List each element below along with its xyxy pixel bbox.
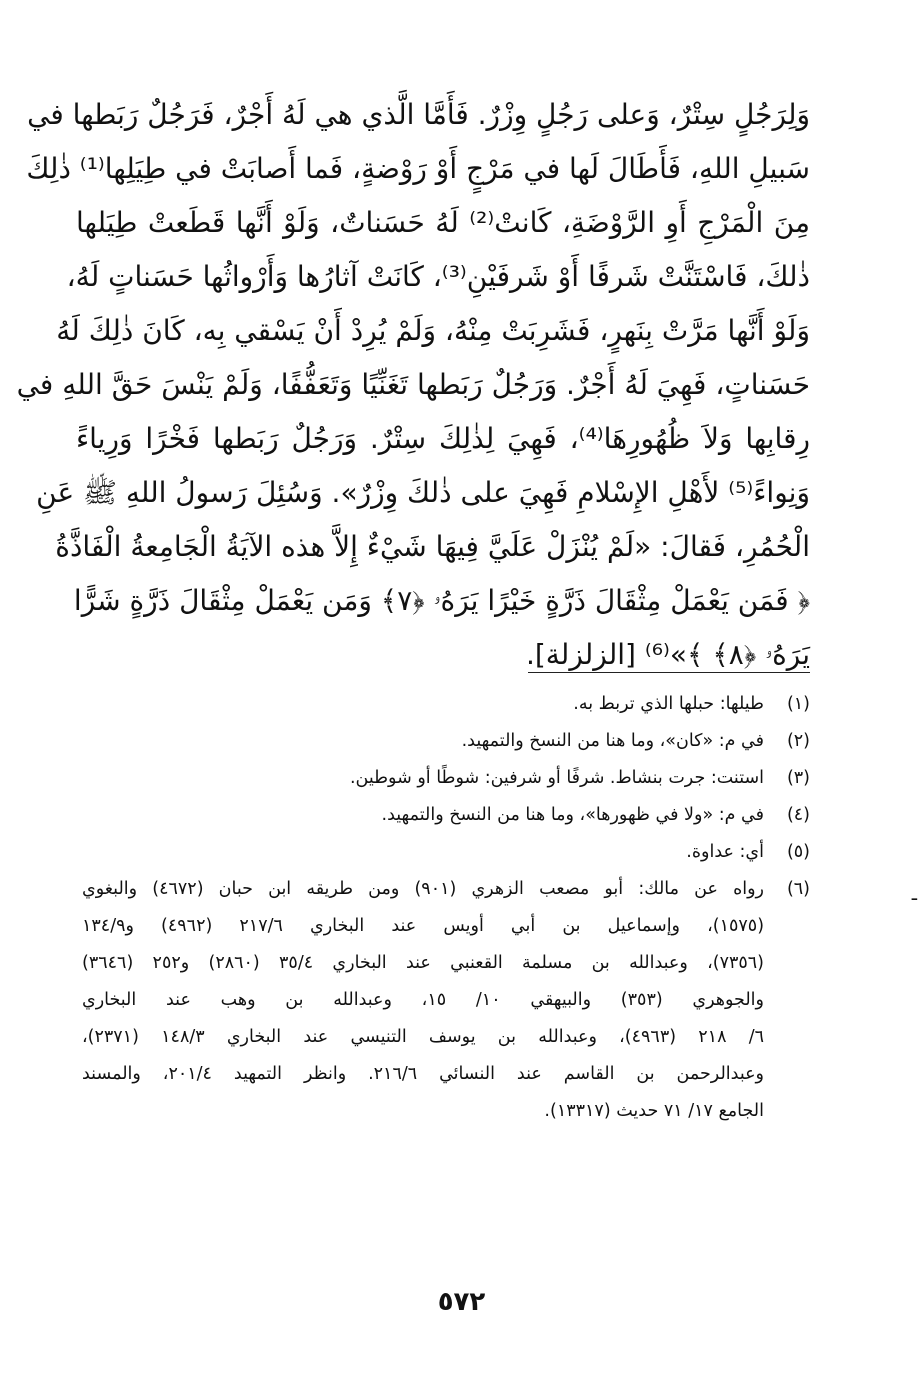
footnote [82, 760, 810, 797]
main-text-line: رِقابِها وَلاَ ظُهُورِهَا⁽⁴⁾، فَهِيَ لِذٰلِكَ سِتْرٌ. وَرَجُلٌ رَبَطها فَخْرًا وَرِياءً [76, 422, 810, 455]
footnote [82, 797, 810, 834]
main-text-line: حَسَناتٍ، فَهِيَ لَهُ أَجْرٌ. وَرَجُلٌ رَبَطها تَغَنِّيًا وَتَعَفُّفًا، وَلَمْ يَنْسَ حَقَّ اللهِ في [16, 368, 810, 401]
footnote-line: وعبدالرحمن بن القاسم عند النسائي ٢١٦/٦. وانظر التمهيد ٢٠١/٤، والمسند [82, 1064, 764, 1084]
footnote-number: (١) [786, 694, 810, 714]
footnote-line: والجوهري (٣٥٣) والبيهقي ١٠/ ١٥، وعبدالله بن وهب عند البخاري [82, 990, 764, 1010]
footnote [82, 686, 810, 723]
footnote-text [82, 797, 764, 834]
footnote [82, 834, 810, 871]
footnote [82, 871, 810, 1130]
margin-mark: ـ [911, 884, 917, 905]
footnote-separator [528, 672, 810, 673]
footnote-line: في م: «كان»، وما هنا من النسخ والتمهيد. [461, 731, 764, 751]
main-text-line: ﴿ فَمَن يَعْمَلْ مِثْقَالَ ذَرَّةٍ خَيْرًا يَرَهُۥ ﴿٧﴾ وَمَن يَعْمَلْ مِثْقَالَ ذَرَّةٍ شَرًّا [73, 584, 810, 617]
footnote-line: (٧٣٥٦)، وعبدالله بن مسلمة القعنبي عند البخاري ٣٥/٤ (٢٨٦٠) و٢٥٢ (٣٦٤٦) [82, 953, 764, 973]
main-text-line: ذٰلكَ، فَاسْتَنَّتْ شَرفًا أَوْ شَرفَيْنِ⁽³⁾، كَانَتْ آثارُها وَأَرْواثُها حَسَناتٍ لَهُ، [66, 260, 810, 293]
footnote-number: (٦) [786, 879, 810, 899]
footnote-line: في م: «ولا في ظهورها»، وما هنا من النسخ والتمهيد. [381, 805, 764, 825]
footnote-number: (٢) [786, 731, 810, 751]
footnote-line: استنت: جرت بنشاط. شرفًا أو شرفين: شوطًا أو شوطين. [349, 768, 764, 788]
footnote-line: ٦/ ٢١٨ (٤٩٦٣)، وعبدالله بن يوسف التنيسي عند البخاري ١٤٨/٣ (٢٣٧١)، [82, 1027, 765, 1047]
main-text-line: يَرَهُۥ ﴿٨﴾ ﴾»⁽⁶⁾ [الزلزلة]. [525, 638, 810, 671]
main-text-body [16, 88, 811, 682]
main-text-line: سَبيلِ اللهِ، فَأَطَالَ لَها في مَرْجٍ أَوْ رَوْضةٍ، فَما أَصابَتْ في طِيَلِها⁽¹⁾ ذٰلِكَ [26, 152, 810, 185]
footnote-number: (٤) [786, 805, 810, 825]
footnote-line: (١٥٧٥)، وإسماعيل بن أبي أويس عند البخاري ٢١٧/٦ (٤٩٦٢) و١٣٤/٩ [82, 916, 765, 936]
footnote-line: رواه عن مالك: أبو مصعب الزهري (٩٠١) ومن طريقه ابن حبان (٤٦٧٢) والبغوي [82, 879, 765, 899]
main-text-line: الْحُمُرِ، فَقالَ: «لَمْ يُنْزَلْ عَلَيَّ فِيهَا شَيْءٌ إِلاَّ هذه الآيَةُ الْجَامِعةُ الْفَاذَّةُ [55, 530, 810, 563]
main-text-line: وَنِواءً⁽⁵⁾ لأَهْلِ الإِسْلامِ فَهِيَ على ذٰلكَ وِزْرٌ». وَسُئِلَ رَسولُ اللهِ ﷺ عَنِ [36, 476, 810, 509]
footnote-text [82, 871, 764, 1130]
footnotes [82, 686, 810, 1130]
footnote-number: (٣) [786, 768, 810, 788]
footnote-text [82, 723, 764, 760]
footnote-line: أي: عداوة. [686, 842, 764, 862]
footnote-text [82, 760, 764, 797]
main-text-line: وَلَوْ أَنَّها مَرَّتْ بِنَهرٍ، فَشَرِبَتْ مِنْهُ، وَلَمْ يُرِدْ أَنْ يَسْقي بِه، كَانَ ذٰلِكَ لَهُ [56, 314, 810, 347]
footnote [82, 723, 810, 760]
footnote-line: طيلها: حبلها الذي تربط به. [573, 694, 764, 714]
footnote-text [82, 686, 764, 723]
footnote-text [82, 834, 764, 871]
main-text-line: مِنَ الْمَرْجِ أَوِ الرَّوْضَةِ، كَانتْ⁽²⁾ لَهُ حَسَناتٌ، وَلَوْ أَنَّها قَطَعتْ طِيَلها [76, 206, 811, 239]
main-text-line: وَلِرَجُلٍ سِتْرٌ، وَعلى رَجُلٍ وِزْرٌ. فَأَمَّا الَّذي هي لَهُ أَجْرٌ، فَرَجُلٌ رَبَطها في [27, 98, 810, 131]
page-number: ٥٧٢ [437, 1287, 486, 1317]
footnote-number: (٥) [786, 842, 810, 862]
footnote-line: الجامع ١٧/ ٧١ حديث (١٣٣١٧). [544, 1101, 764, 1121]
